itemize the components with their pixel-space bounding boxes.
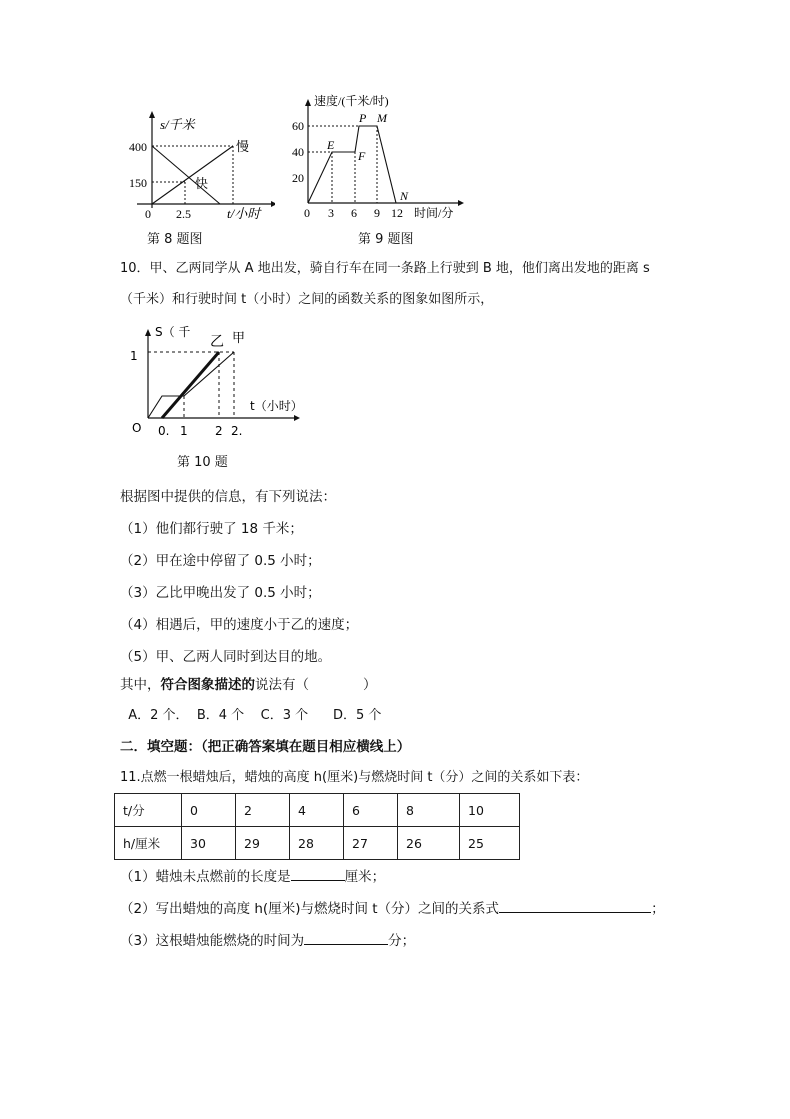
q10-statement-4: （4）相遇后，甲的速度小于乙的速度； bbox=[120, 617, 359, 633]
fig9-label-F: F bbox=[358, 149, 366, 163]
fig10-x1: 1 bbox=[180, 424, 188, 438]
answer-blank-3[interactable] bbox=[304, 930, 388, 945]
table-cell: h/厘米 bbox=[115, 827, 182, 860]
fig9-x0: 0 bbox=[304, 206, 310, 220]
fig8-y400: 400 bbox=[129, 140, 147, 154]
table-cell: 28 bbox=[290, 827, 344, 860]
fig10-x25: 2. bbox=[231, 424, 243, 438]
table-row bbox=[115, 827, 520, 860]
table-cell: t/分 bbox=[115, 794, 182, 827]
q10-intro: 根据图中提供的信息，有下列说法： bbox=[120, 489, 336, 505]
fig9-ylabel: 速度/(千米/时) bbox=[314, 94, 389, 108]
fig9-label-E: E bbox=[327, 138, 335, 152]
fig8-x25: 2.5 bbox=[176, 207, 191, 221]
fig9-xlabel: 时间/分 bbox=[414, 206, 454, 220]
q10-stem-line2: （千米）和行驶时间 t（小时）之间的函数关系的图象如图所示， bbox=[120, 292, 494, 307]
q11-part-2 bbox=[120, 898, 665, 919]
q11-stem: 11.点燃一根蜡烛后，蜡烛的高度 h(厘米)与燃烧时间 t（分）之间的关系如下表： bbox=[120, 770, 589, 785]
q10-question bbox=[120, 675, 377, 695]
fig10-x05: 0. bbox=[158, 424, 170, 438]
q10-statement-3: （3）乙比甲晚出发了 0.5 小时； bbox=[120, 585, 321, 601]
fig9-y60: 60 bbox=[292, 119, 304, 133]
table-cell: 6 bbox=[344, 794, 398, 827]
fast-line bbox=[152, 146, 220, 204]
q11-part-1-unit: 厘米； bbox=[344, 869, 386, 885]
answer-blank-1[interactable] bbox=[291, 866, 345, 881]
fig8-fast: 快 bbox=[195, 176, 209, 191]
q11-table bbox=[114, 793, 520, 860]
fig8-caption: 第 8 题图 bbox=[147, 232, 203, 247]
table-row bbox=[115, 794, 520, 827]
q10-statement-2: （2）甲在途中停留了 0.5 小时； bbox=[120, 553, 321, 569]
fig9-x12: 12 bbox=[391, 206, 403, 220]
q10-statement-5: （5）甲、乙两人同时到达目的地。 bbox=[120, 649, 332, 665]
table-cell: 4 bbox=[290, 794, 344, 827]
fig8-origin: 0 bbox=[145, 207, 151, 221]
table-cell: 10 bbox=[460, 794, 520, 827]
table-cell: 29 bbox=[236, 827, 290, 860]
q10-stem-line1: 10．甲、乙两同学从 A 地出发，骑自行车在同一条路上行驶到 B 地，他们离出发地的距离 s bbox=[120, 261, 650, 276]
yi-line bbox=[162, 352, 219, 418]
table-cell: 26 bbox=[398, 827, 460, 860]
table-cell: 30 bbox=[182, 827, 236, 860]
answer-blank-2[interactable] bbox=[499, 898, 651, 913]
fig10-origin: O bbox=[132, 421, 142, 435]
fig8-ylabel: s/千米 bbox=[160, 117, 195, 132]
table-cell: 0 bbox=[182, 794, 236, 827]
fig8-y150: 150 bbox=[129, 176, 147, 190]
table-cell: 2 bbox=[236, 794, 290, 827]
fig10-ylabel: S（ 千 bbox=[155, 325, 191, 339]
q10-question-bold: 符合图象描述的 bbox=[160, 677, 255, 693]
table-cell: 8 bbox=[398, 794, 460, 827]
fig10-y1: 1 bbox=[130, 349, 138, 363]
q11-part-2-text: （2）写出蜡烛的高度 h(厘米)与燃烧时间 t（分）之间的关系式 bbox=[120, 901, 500, 917]
fig10-yi: 乙 bbox=[210, 334, 224, 350]
fig9-x6: 6 bbox=[351, 206, 357, 220]
fig10-jia: 甲 bbox=[232, 331, 246, 346]
fig9-caption: 第 9 题图 bbox=[358, 232, 414, 247]
fig9-label-N: N bbox=[400, 189, 409, 203]
table-cell: 27 bbox=[344, 827, 398, 860]
q11-part-3-text: （3）这根蜡烛能燃烧的时间为 bbox=[120, 933, 305, 949]
fig9-y40: 40 bbox=[292, 145, 304, 159]
q10-question-post: 说法有（ ） bbox=[255, 677, 377, 693]
table-cell: 25 bbox=[460, 827, 520, 860]
fig9-y20: 20 bbox=[292, 171, 304, 185]
slow-line bbox=[152, 146, 233, 204]
q11-part-1-text: （1）蜡烛未点燃前的长度是 bbox=[120, 869, 291, 885]
fig9-label-P: P bbox=[359, 111, 367, 125]
figure-9 bbox=[290, 90, 470, 224]
figure-8 bbox=[125, 108, 275, 248]
fig10-caption: 第 10 题 bbox=[177, 455, 228, 470]
q10-statement-1: （1）他们都行驶了 18 千米； bbox=[120, 521, 303, 537]
fig8-xlabel: t/小时 bbox=[227, 206, 261, 221]
q10-question-pre: 其中， bbox=[120, 677, 161, 693]
fig8-slow: 慢 bbox=[236, 139, 250, 154]
q10-choices: A．2 个． B．4 个 C．3 个 D．5 个 bbox=[120, 708, 382, 723]
q11-part-1 bbox=[120, 866, 385, 887]
q11-part-2-end: ； bbox=[651, 901, 665, 917]
section-2-heading: 二．填空题：（把正确答案填在题目相应横线上） bbox=[120, 739, 411, 755]
speed-polyline bbox=[308, 126, 396, 203]
fig10-xlabel: t（小时） bbox=[250, 399, 303, 413]
fig9-label-M: M bbox=[377, 111, 387, 125]
fig9-x3: 3 bbox=[328, 206, 334, 220]
q11-part-3-unit: 分； bbox=[388, 933, 416, 949]
figure-10 bbox=[128, 322, 318, 452]
fig10-x2: 2 bbox=[215, 424, 223, 438]
q11-part-3 bbox=[120, 930, 415, 951]
fig9-x9: 9 bbox=[374, 206, 380, 220]
